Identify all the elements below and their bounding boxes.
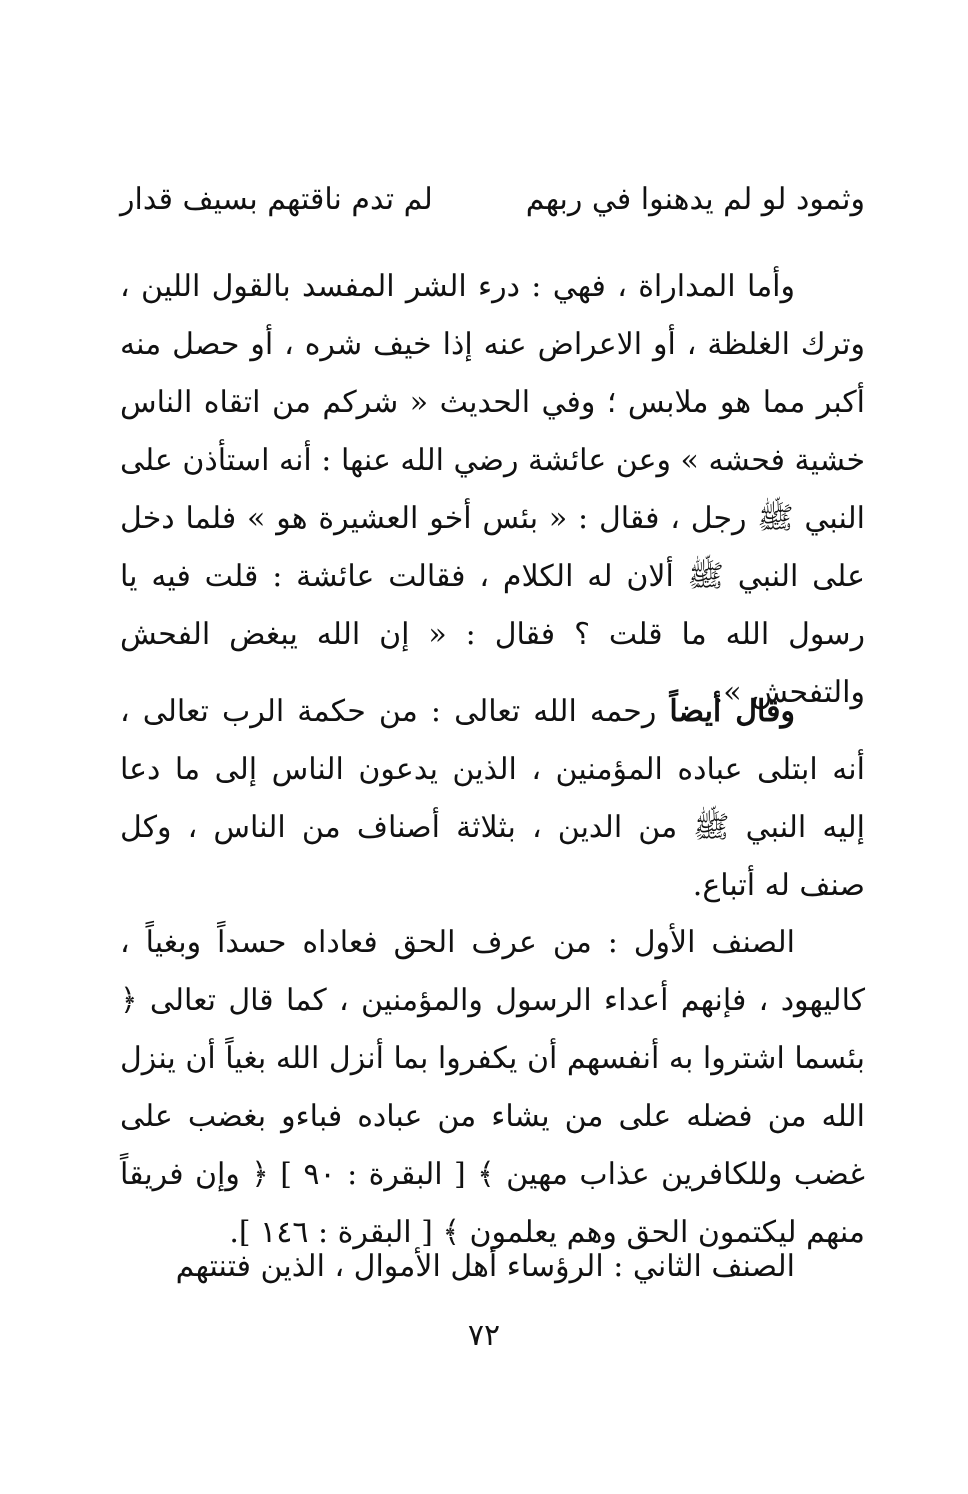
paragraph-second-type [120, 1238, 865, 1296]
verse-first-hemistich: وثمود لو لم يدهنوا في ربهم [525, 182, 865, 217]
paragraph-three-types [120, 683, 865, 915]
paragraph-text: الصنف الأول : من عرف الحق فعاداه حسداً وبغياً ، كاليهود ، فإنهم أعداء الرسول والمؤمنين ، كما قال تعالى ﴿ بئسما اشتروا به أنفسهم أن يكفروا بما أنزل الله بغياً أن ينزل الله من فضله على من يشاء من عباده فباءو بغضب على غضب وللكافرين عذاب مهين ﴾ [ البقرة : ٩٠ ] ﴿ وإن فريقاً منهم ليكتمون الحق وهم يعلمون ﴾ [ البقرة : ١٤٦ ]. [120, 925, 865, 1250]
poetry-verse [120, 168, 865, 232]
paragraph-text: الصنف الثاني : الرؤساء أهل الأموال ، الذين فتنتهم [175, 1249, 795, 1284]
page-number: ٧٢ [467, 1318, 501, 1353]
paragraph-lead: وقال أيضاً [669, 694, 796, 729]
paragraph-text [120, 683, 865, 915]
paragraph-first-type [120, 914, 865, 1262]
paragraph-body: رحمه الله تعالى : من حكمة الرب تعالى ، أنه ابتلى عباده المؤمنين ، الذين يدعون الناس إلى ما دعا إليه النبي ﷺ من الدين ، بثلاثة أصناف من الناس ، وكل صنف له أتباع. [120, 694, 865, 903]
verse-second-hemistich: لم تدم ناقتهم بسيف قدار [120, 182, 433, 217]
paragraph-text: وأما المداراة ، فهي : درء الشر المفسد بالقول اللين ، وترك الغلظة ، أو الاعراض عنه إذا خيف شره ، أو حصل منه أكبر مما هو ملابس ؛ وفي الحديث « شركم من اتقاه الناس خشية فحشه » وعن عائشة رضي الله عنها : أنه استأذن على النبي ﷺ رجل ، فقال : « بئس أخو العشيرة هو » فلما دخل على النبي ﷺ ألان له الكلام ، فقالت عائشة : قلت فيه يا رسول الله ما قلت ؟ فقال : « إن الله يبغض الفحش والتفحش ». [120, 269, 865, 710]
paragraph-mudarah [120, 258, 865, 722]
